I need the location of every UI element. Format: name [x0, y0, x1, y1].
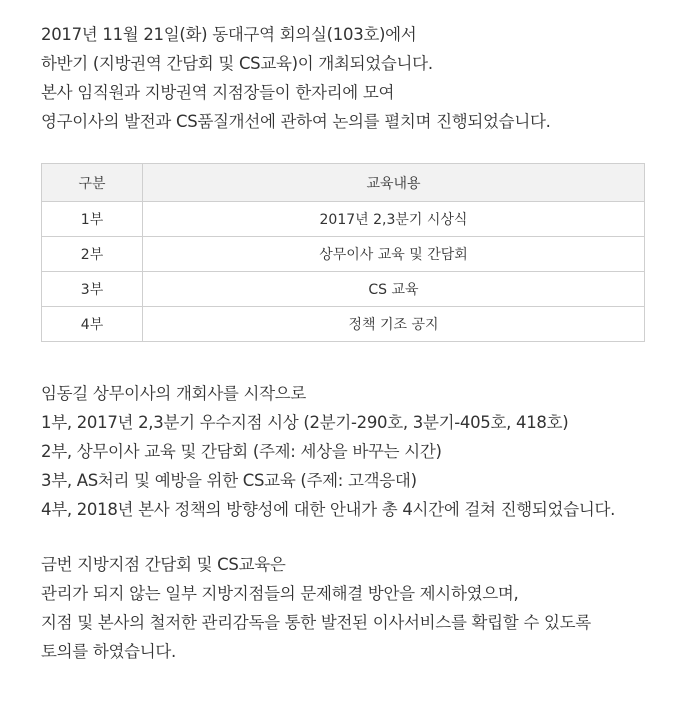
intro-line: 2017년 11월 21일(화) 동대구역 회의실(103호)에서	[41, 25, 417, 44]
closing-paragraph	[41, 550, 661, 666]
table-cell-division: 3부	[42, 272, 143, 307]
table-cell-content: CS 교육	[143, 272, 645, 307]
closing-line: 관리가 되지 않는 일부 지방지점들의 문제해결 방안을 제시하였으며,	[41, 584, 519, 603]
details-line: 2부, 상무이사 교육 및 간담회 (주제: 세상을 바꾸는 시간)	[41, 442, 442, 461]
column-header-division: 구분	[42, 164, 143, 202]
details-line: 임동길 상무이사의 개회사를 시작으로	[41, 384, 307, 403]
schedule-table	[41, 163, 645, 342]
details-line: 4부, 2018년 본사 정책의 방향성에 대한 안내가 총 4시간에 걸쳐 진행되었습니다.	[41, 500, 616, 519]
table-row	[42, 202, 645, 237]
intro-line: 하반기 (지방권역 간담회 및 CS교육)이 개최되었습니다.	[41, 54, 433, 73]
intro-line: 본사 임직원과 지방권역 지점장들이 한자리에 모여	[41, 83, 395, 102]
intro-line: 영구이사의 발전과 CS품질개선에 관하여 논의를 펼치며 진행되었습니다.	[41, 112, 551, 131]
table-cell-division: 2부	[42, 237, 143, 272]
table-cell-content: 2017년 2,3분기 시상식	[143, 202, 645, 237]
table-row	[42, 237, 645, 272]
intro-paragraph	[41, 20, 661, 136]
table-cell-content: 정책 기조 공지	[143, 307, 645, 342]
details-line: 1부, 2017년 2,3분기 우수지점 시상 (2분기-290호, 3분기-405호, 418호)	[41, 413, 569, 432]
closing-line: 금번 지방지점 간담회 및 CS교육은	[41, 555, 286, 574]
table-row	[42, 272, 645, 307]
table-header-row	[42, 164, 645, 202]
table-cell-division: 1부	[42, 202, 143, 237]
details-line: 3부, AS처리 및 예방을 위한 CS교육 (주제: 고객응대)	[41, 471, 417, 490]
closing-line: 지점 및 본사의 철저한 관리감독을 통한 발전된 이사서비스를 확립할 수 있도록	[41, 613, 591, 632]
closing-line: 토의를 하였습니다.	[41, 642, 177, 661]
table-row	[42, 307, 645, 342]
details-paragraph	[41, 379, 661, 524]
column-header-content: 교육내용	[143, 164, 645, 202]
table-cell-division: 4부	[42, 307, 143, 342]
table-cell-content: 상무이사 교육 및 간담회	[143, 237, 645, 272]
